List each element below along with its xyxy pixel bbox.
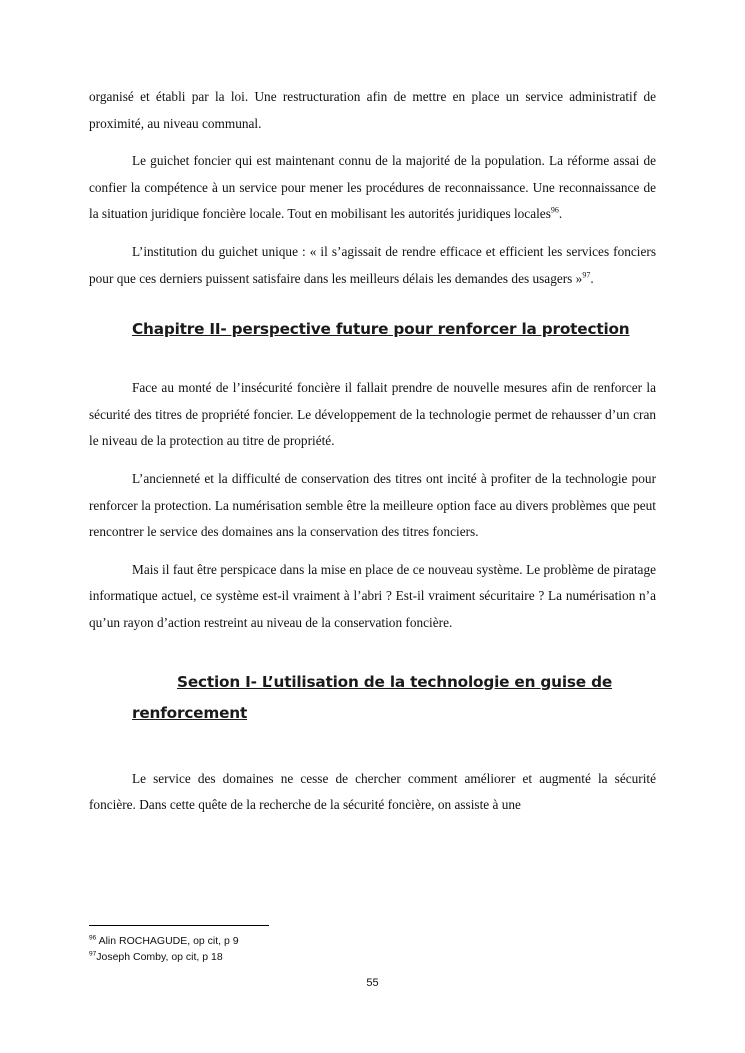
paragraph-text: L’institution du guichet unique : « il s’agissait de rendre efficace et efficient les services fonciers pour que ces derniers puissent satisfaire dans les meilleurs délais les demandes des usagers » [89, 243, 656, 286]
footnote-divider [89, 925, 269, 926]
footnote: $^{96}$ Alin ROCHAGUDE, op cit, p 9 [89, 934, 239, 947]
paragraph: Mais il faut être perspicace dans la mise en place de ce nouveau système. Le problème de piratage informatique actuel, ce système est-il vraiment à l’abri ? Est-il vraiment sécuritaire ? La numérisation n’a qu’un rayon d’action restreint au niveau de la conservation foncière. [89, 561, 656, 630]
paragraph: Face au monté de l’insécurité foncière il fallait prendre de nouvelle mesures afin de renforcer la sécurité des titres de propriété foncier. Le développement de la technologie permet de rehausser d’un cran le niveau de la protection au titre de propriété. [89, 380, 656, 449]
paragraph: organisé et établi par la loi. Une restructuration afin de mettre en place un service administratif de proximité, au niveau communal. [89, 89, 656, 131]
section-heading [132, 667, 656, 729]
section-heading-line: Section I- L’utilisation de la technologie en guise de [177, 672, 613, 691]
page-body [89, 84, 656, 819]
paragraph: L’ancienneté et la difficulté de conservation des titres ont incité à profiter de la technologie pour renforcer la protection. La numérisation semble être la meilleure option face au divers problèmes que peut rencontrer le service des domaines ans la conservation des titres fonciers. [89, 470, 656, 540]
footnote-ref: 97 [582, 270, 591, 280]
paragraph-text: Le guichet foncier qui est maintenant connu de la majorité de la population. La réforme assai de confier la compétence à un service pour mener les procédures de reconnaissance. Une reconnaissance de la situation juridique foncière locale. Tout en mobilisant les autorités juridiques locales [89, 153, 656, 222]
paragraph: L’institution du guichet unique : « il s’agissait de rendre efficace et efficient les services fonciers pour que ces derniers puissent satisfaire dans les meilleurs délais les demandes des usagers »$^{97}$. [89, 243, 656, 286]
footnote: $^{97}$Joseph Comby, op cit, p 18 [89, 950, 223, 963]
paragraph: Le service des domaines ne cesse de chercher comment améliorer et augmenté la sécurité foncière. Dans cette quête de la recherche de la sécurité foncière, on assiste à une [89, 770, 656, 813]
footnote-ref: 96 [550, 205, 559, 215]
page-number: 55 [366, 977, 379, 989]
footnotes [89, 933, 239, 965]
chapter-heading: Chapitre II- perspective future pour renforcer la protection [132, 320, 630, 339]
paragraph: Le guichet foncier qui est maintenant connu de la majorité de la population. La réforme assai de confier la compétence à un service pour mener les procédures de reconnaissance. Une reconnaissance de la situation juridique foncière locale. Tout en mobilisant les autorités juridiques locales$^{96}$. [89, 153, 656, 222]
section-heading-line: renforcement [132, 703, 248, 722]
